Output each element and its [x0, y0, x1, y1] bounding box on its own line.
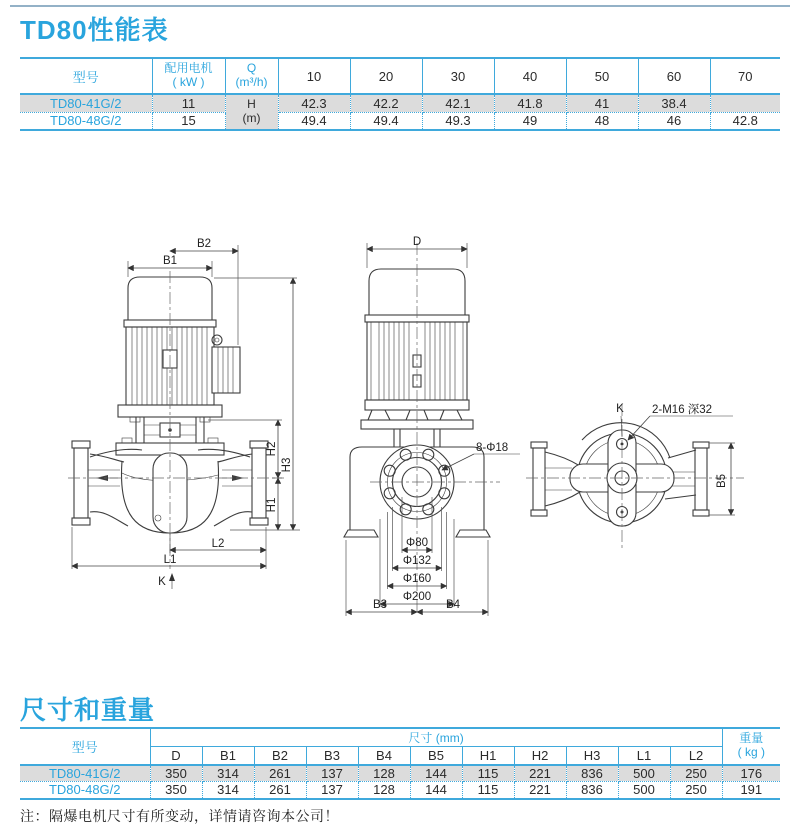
size-value-cell: 500	[618, 782, 670, 799]
dimensions-group-header-row	[20, 728, 780, 747]
model-cell: TD80-48G/2	[20, 782, 150, 799]
size-value-cell: 144	[410, 765, 462, 782]
performance-section-title: TD80性能表	[20, 15, 169, 45]
dim-label-k: K	[158, 576, 166, 588]
dim-label-phi200: Φ200	[402, 591, 432, 603]
size-value-cell: 314	[202, 765, 254, 782]
size-letter-header: B3	[306, 747, 358, 765]
head-value-cell: 42.3	[278, 94, 350, 112]
center-lines	[370, 243, 500, 613]
weight-unit: ( kg )	[737, 745, 765, 760]
size-value-cell: 137	[306, 765, 358, 782]
size-value-cell: 221	[514, 782, 566, 799]
dim-label-l2: L2	[211, 538, 225, 550]
size-value-cell: 128	[358, 765, 410, 782]
size-value-cell: 115	[462, 782, 514, 799]
head-unit-cell	[225, 94, 278, 130]
dim-label-phi80: Φ80	[406, 537, 428, 549]
size-value-cell: 144	[410, 782, 462, 799]
dim-label-phi132: Φ132	[402, 555, 432, 567]
dim-label-phi160: Φ160	[402, 573, 432, 585]
size-letter-header: B2	[254, 747, 306, 765]
size-letter-header: H2	[514, 747, 566, 765]
head-value-cell	[710, 94, 780, 112]
weight-value-cell: 191	[740, 782, 763, 798]
size-letter-header: B4	[358, 747, 410, 765]
flow-symbol: Q	[246, 61, 257, 76]
size-value-cell: 261	[254, 765, 306, 782]
size-value-cell: 250	[670, 765, 722, 782]
size-letter-header: H1	[462, 747, 514, 765]
dim-label-b3: B3	[372, 599, 388, 611]
head-value-cell: 41.8	[494, 94, 566, 112]
dim-label-tap: 2-M16 深32	[652, 404, 713, 416]
size-value-cell: 350	[150, 782, 202, 799]
head-value-cell: 42.2	[350, 94, 422, 112]
pump-top-view-drawing	[520, 398, 780, 573]
flow-value-header: 40	[494, 58, 566, 94]
footnote: 注：隔爆电机尺寸有所变动，详情请咨询本公司！	[20, 808, 339, 824]
power-cell: 15	[152, 112, 225, 130]
head-value-cell: 41	[566, 94, 638, 112]
flow-column-header	[225, 58, 278, 94]
size-value-cell: 314	[202, 782, 254, 799]
size-value-cell: 261	[254, 782, 306, 799]
motor-power-column-header	[152, 58, 225, 94]
model-cell: TD80-41G/2	[20, 765, 150, 782]
size-value-cell: 115	[462, 765, 514, 782]
flow-unit: (m³/h)	[235, 75, 268, 89]
weight-label: 重量	[739, 731, 764, 746]
size-letter-header: B1	[202, 747, 254, 765]
dim-label-h3: H3	[281, 457, 293, 473]
dim-label-b5: B5	[716, 473, 728, 489]
motor-power-label: 配用电机	[164, 61, 213, 76]
dimensions-row	[20, 782, 780, 799]
performance-row	[20, 112, 780, 130]
head-value-cell: 49.4	[350, 112, 422, 130]
weight-column-header	[722, 728, 780, 765]
head-value-cell: 49	[494, 112, 566, 130]
power-cell: 11	[152, 94, 225, 112]
dim-label-b2: B2	[196, 238, 212, 250]
dim-label-l1: L1	[163, 554, 177, 566]
dim-label-bolt-holes: 8-Φ18	[476, 442, 509, 454]
dimensions-table	[20, 727, 780, 800]
dimension-annotations	[346, 236, 520, 616]
head-value-cell: 42.1	[422, 94, 494, 112]
pump-top-body	[531, 423, 709, 526]
size-letter-header: B5	[410, 747, 462, 765]
head-symbol: H	[247, 97, 256, 112]
size-value-cell: 836	[566, 765, 618, 782]
size-value-cell: 350	[150, 765, 202, 782]
flow-value-header: 60	[638, 58, 710, 94]
size-letter-header: L2	[670, 747, 722, 765]
dimensions-row	[20, 765, 780, 782]
size-value-cell: 500	[618, 765, 670, 782]
model-column-header: 型号	[20, 58, 152, 94]
performance-header-row	[20, 58, 780, 94]
size-letter-header: H3	[566, 747, 618, 765]
size-group-header: 尺寸 (mm)	[150, 728, 722, 747]
motor-side	[118, 277, 240, 422]
size-value-cell: 221	[514, 765, 566, 782]
size-letter-header: D	[150, 747, 202, 765]
flow-value-header: 70	[710, 58, 780, 94]
model-cell: TD80-41G/2	[20, 94, 152, 112]
dimensions-section-title: 尺寸和重量	[20, 695, 156, 725]
motor-power-unit: ( kW )	[172, 75, 205, 89]
size-letter-header: L1	[618, 747, 670, 765]
performance-table	[20, 57, 780, 131]
dim-label-h2: H2	[266, 441, 278, 457]
head-value-cell: 49.3	[422, 112, 494, 130]
weight-value-cell: 176	[722, 765, 780, 782]
dim-label-b1: B1	[162, 255, 178, 267]
flow-value-header: 10	[278, 58, 350, 94]
size-value-cell: 250	[670, 782, 722, 799]
flow-value-header: 50	[566, 58, 638, 94]
model-cell: TD80-48G/2	[20, 112, 152, 130]
performance-row	[20, 94, 780, 112]
page-top-divider	[10, 5, 790, 7]
pump-side-view-drawing	[60, 235, 360, 595]
size-value-cell: 137	[306, 782, 358, 799]
model-column-header: 型号	[20, 728, 150, 765]
head-value-cell: 38.4	[638, 94, 710, 112]
head-value-cell: 46	[638, 112, 710, 130]
dim-label-d: D	[412, 236, 422, 248]
flow-value-header: 30	[422, 58, 494, 94]
head-value-cell: 49.4	[278, 112, 350, 130]
size-value-cell: 836	[566, 782, 618, 799]
flow-value-header: 20	[350, 58, 422, 94]
head-value-cell: 48	[566, 112, 638, 130]
dim-label-b4: B4	[445, 599, 461, 611]
head-value-cell: 42.8	[732, 113, 758, 129]
dim-label-k: K	[616, 403, 624, 415]
dim-label-h1: H1	[266, 497, 278, 513]
head-unit: (m)	[242, 111, 261, 125]
dimension-annotations	[72, 238, 300, 589]
size-value-cell: 128	[358, 782, 410, 799]
